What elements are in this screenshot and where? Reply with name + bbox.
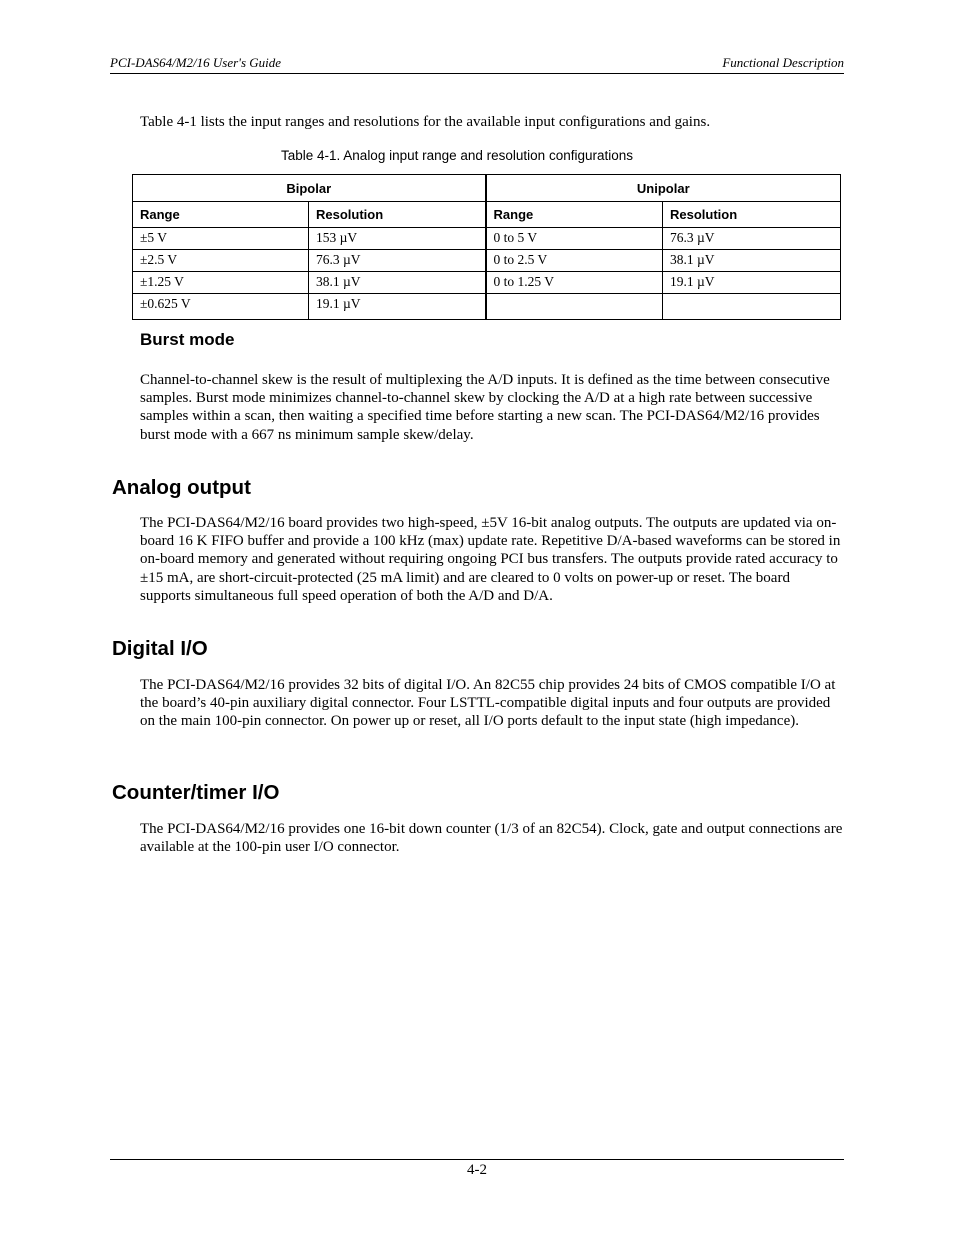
table-cell: ±5 V — [133, 228, 309, 250]
table-cell: 38.1 µV — [663, 250, 841, 272]
table-cell: ±1.25 V — [133, 272, 309, 294]
table-row — [133, 294, 841, 320]
digital-io-heading: Digital I/O — [112, 637, 208, 660]
counter-timer-heading: Counter/timer I/O — [112, 781, 280, 804]
table-cell — [663, 294, 841, 320]
table-cell: 153 µV — [309, 228, 486, 250]
table-cell: 19.1 µV — [309, 294, 486, 320]
table-row — [133, 228, 841, 250]
group-header-bipolar: Bipolar — [133, 175, 486, 202]
table-caption: Table 4-1. Analog input range and resolution configurations — [281, 148, 633, 163]
column-header-resolution: Resolution — [309, 202, 486, 228]
table-cell: 76.3 µV — [309, 250, 486, 272]
table-cell: ±0.625 V — [133, 294, 309, 320]
page-number: 4-2 — [467, 1162, 487, 1178]
burst-mode-heading: Burst mode — [140, 330, 235, 349]
column-header-range: Range — [486, 202, 663, 228]
table-cell: 0 to 1.25 V — [486, 272, 663, 294]
table-cell: 0 to 2.5 V — [486, 250, 663, 272]
page-header — [110, 55, 844, 74]
table-cell — [486, 294, 663, 320]
table-cell: 38.1 µV — [309, 272, 486, 294]
group-header-unipolar: Unipolar — [486, 175, 841, 202]
counter-timer-paragraph: The PCI-DAS64/M2/16 provides one 16-bit down counter (1/3 of an 82C54). Clock, gate and output connections are available at the 100-pin user I/O connector. — [140, 821, 843, 856]
input-range-table — [132, 174, 841, 320]
analog-output-paragraph: The PCI-DAS64/M2/16 board provides two high-speed, ±5V 16-bit analog outputs. The outputs are updated via on-board 16 K FIFO buffer and provide a 100 kHz (max) update rate. Repetitive D/A-based waveforms can be stored in on-board memory and generated without requiring ongoing PCI bus transfers. The outputs provide rated accuracy to ±15 mA, are short-circuit-protected (25 mA limit) and are cleared to 0 volts on power-up or reset. The board supports simultaneous full speed operation of both the A/D and D/A. — [140, 515, 841, 604]
table-cell: 19.1 µV — [663, 272, 841, 294]
digital-io-paragraph: The PCI-DAS64/M2/16 provides 32 bits of digital I/O. An 82C55 chip provides 24 bits of CMOS compatible I/O at the board’s 40-pin auxiliary digital connector. Four LSTTL-compatible digital inputs and four outputs are provided on the main 100-pin connector. On power up or reset, all I/O ports default to the input state (high impedance). — [140, 677, 836, 730]
table-row — [133, 250, 841, 272]
footer-divider — [110, 1159, 844, 1160]
intro-paragraph: Table 4-1 lists the input ranges and resolutions for the available input configurations and gains. — [140, 114, 711, 130]
table-cell: ±2.5 V — [133, 250, 309, 272]
column-header-range: Range — [133, 202, 309, 228]
header-document-title: PCI-DAS64/M2/16 User's Guide — [110, 55, 282, 70]
header-section-title: Functional Description — [722, 55, 844, 70]
burst-mode-paragraph: Channel-to-channel skew is the result of multiplexing the A/D inputs. It is defined as the time between consecutive samples. Burst mode minimizes channel-to-channel skew by clocking the A/D at a high rate between successive samples within a scan, then waiting a specified time before starting a new scan. The PCI-DAS64/M2/16 provides burst mode with a 667 ns minimum sample skew/delay. — [140, 372, 830, 443]
analog-output-heading: Analog output — [112, 476, 251, 499]
table-cell: 0 to 5 V — [486, 228, 663, 250]
table-row — [133, 272, 841, 294]
table-cell: 76.3 µV — [663, 228, 841, 250]
column-header-resolution: Resolution — [663, 202, 841, 228]
